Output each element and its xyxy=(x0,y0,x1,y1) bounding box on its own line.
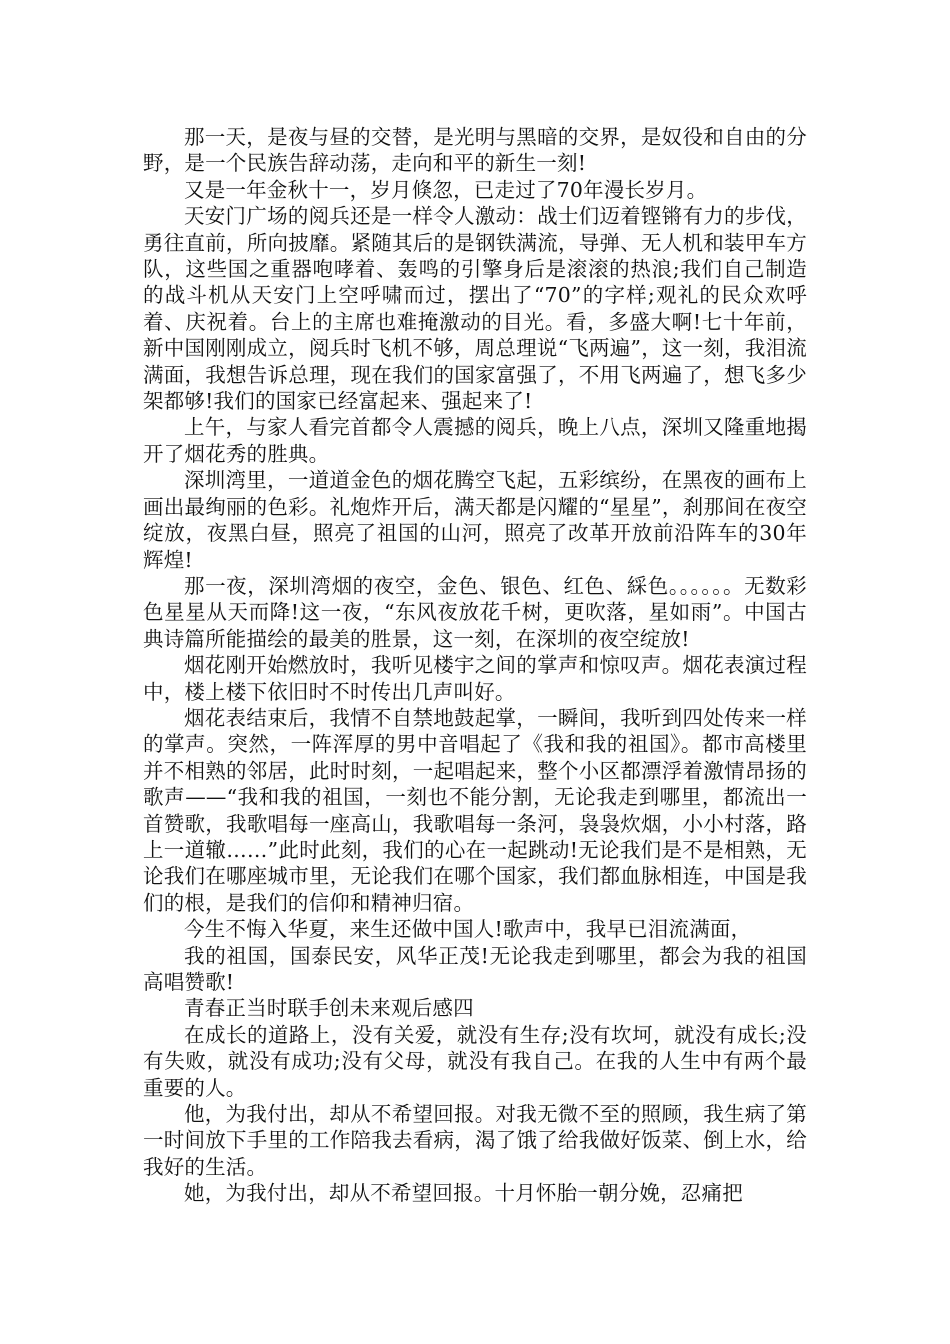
paragraph: 上午，与家人看完首都令人震撼的阅兵，晚上八点，深圳又隆重地揭开了烟花秀的胜典。 xyxy=(143,415,807,466)
paragraph: 那一天，是夜与昼的交替，是光明与黑暗的交界，是奴役和自由的分野，是一个民族告辞动荡，走向和平的新生一刻! xyxy=(143,125,807,176)
paragraph: 那一夜，深圳湾烟的夜空，金色、银色、红色、綵色。。。。。。无数彩色星星从天而降!这一夜，“东风夜放花千树，更吹落，星如雨”。中国古典诗篇所能描绘的最美的胜景，这一刻，在深圳的夜空绽放! xyxy=(143,573,807,651)
paragraph: 天安门广场的阅兵还是一样令人激动：战士们迈着铿锵有力的步伐，勇往直前，所向披靡。紧随其后的是钢铁满流，导弹、无人机和装甲车方队，这些国之重器咆哮着、轰鸣的引擎身后是滚滚的热浪;我们自己制造的战斗机从天安门上空呼啸而过，摆出了“70”的字样;观礼的民众欢呼着、庆祝着。台上的主席也难掩激动的目光。看，多盛大啊!七十年前，新中国刚刚成立，阅兵时飞机不够，周总理说“飞两遍”，这一刻，我泪流满面，我想告诉总理，现在我们的国家富强了，不用飞两遍了，想飞多少架都够!我们的国家已经富起来、强起来了! xyxy=(143,204,807,414)
paragraph: 在成长的道路上，没有关爱，就没有生存;没有坎坷，就没有成长;没有失败，就没有成功;没有父母，就没有我自己。在我的人生中有两个最重要的人。 xyxy=(143,1022,807,1100)
paragraph: 我的祖国，国泰民安，风华正茂!无论我走到哪里，都会为我的祖国高唱赞歌! xyxy=(143,943,807,994)
section-heading: 青春正当时联手创未来观后感四 xyxy=(184,996,474,1021)
paragraph: 又是一年金秋十一，岁月倏忽，已走过了70年漫长岁月。 xyxy=(184,177,708,202)
paragraph: 烟花刚开始燃放时，我听见楼宇之间的掌声和惊叹声。烟花表演过程中，楼上楼下依旧时不时传出几声叫好。 xyxy=(143,653,807,704)
paragraph: 今生不悔入华夏，来生还做中国人!歌声中，我早已泪流满面， xyxy=(184,917,752,942)
paragraph: 他，为我付出，却从不希望回报。对我无微不至的照顾，我生病了第一时间放下手里的工作陪我去看病，渴了饿了给我做好饭菜、倒上水，给我好的生活。 xyxy=(143,1102,807,1179)
paragraph: 深圳湾里，一道道金色的烟花腾空飞起，五彩缤纷，在黑夜的画布上画出最绚丽的色彩。礼炮炸开后，满天都是闪耀的“星星”，刹那间在夜空绽放，夜黑白昼，照亮了祖国的山河，照亮了改革开放前沿阵车的30年辉煌! xyxy=(143,468,807,572)
paragraph: 烟花表结束后，我情不自禁地鼓起掌，一瞬间，我听到四处传来一样的掌声。突然，一阵浑厚的男中音唱起了《我和我的祖国》。都市高楼里并不相熟的邻居，此时时刻，一起唱起来，整个小区都漂浮着激情昂扬的歌声——“我和我的祖国，一刻也不能分割，无论我走到哪里，都流出一首赞歌，我歌唱每一座高山，我歌唱每一条河，袅袅炊烟，小小村落，路上一道辙……”此时此刻，我们的心在一起跳动!无论我们是不是相熟，无论我们在哪座城市里，无论我们在哪个国家，我们都血脉相连，中国是我们的根，是我们的信仰和精神归宿。 xyxy=(143,705,807,915)
document-body xyxy=(143,124,807,1207)
paragraph: 她，为我付出，却从不希望回报。十月怀胎一朝分娩，忍痛把 xyxy=(184,1181,743,1206)
